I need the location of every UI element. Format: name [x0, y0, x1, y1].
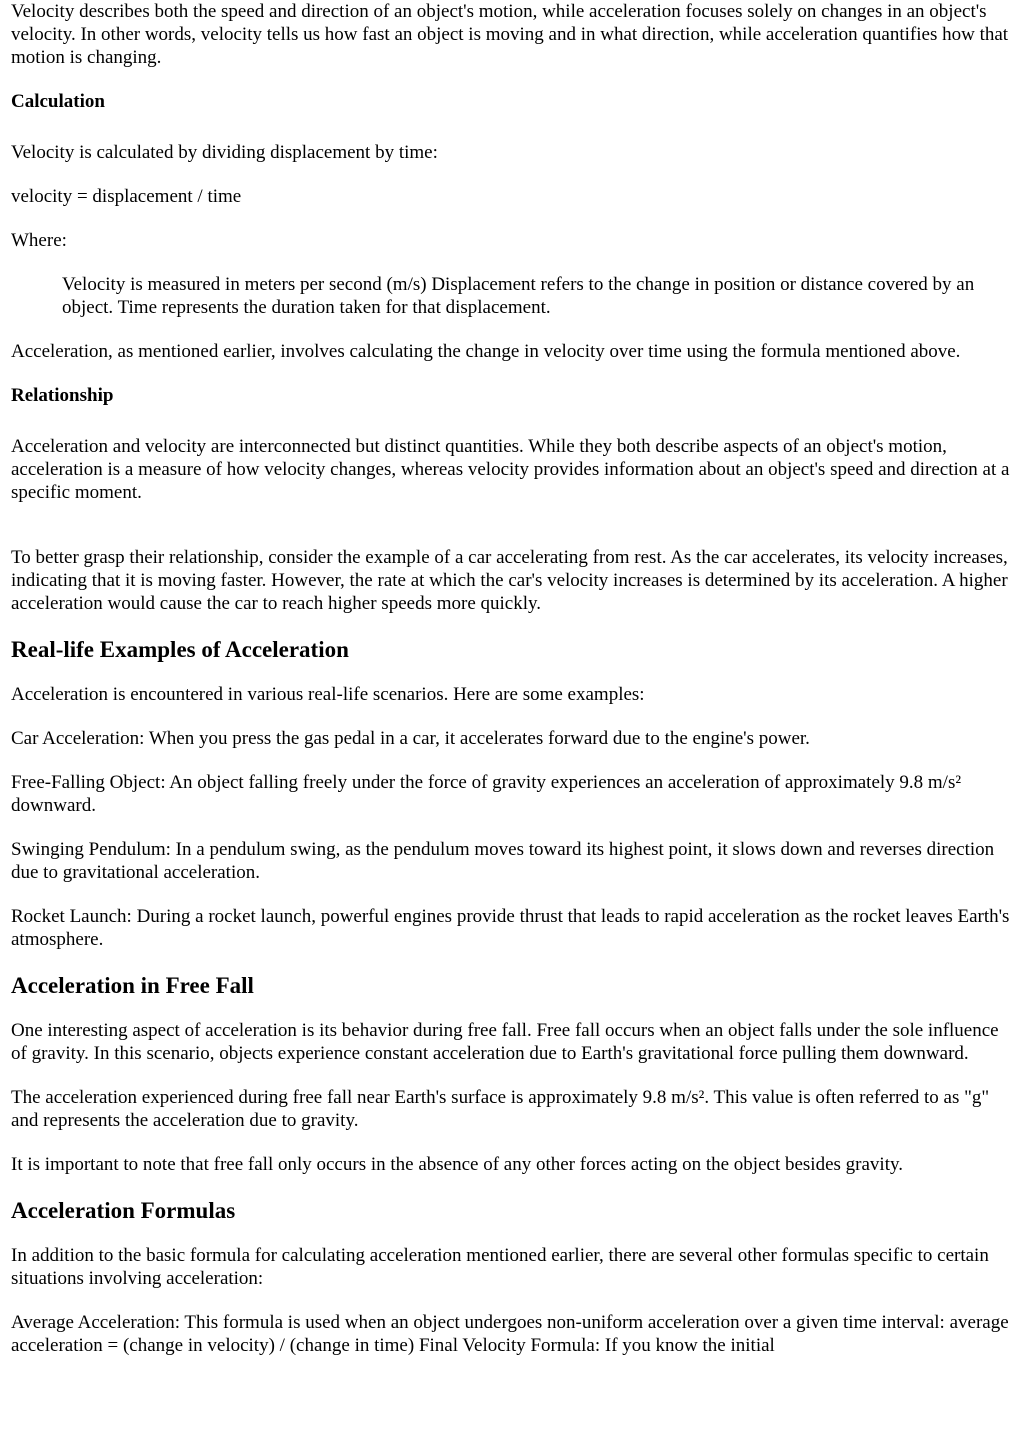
calculation-paragraph: Velocity is calculated by dividing displacement by time:: [11, 142, 438, 163]
intro-paragraph: Velocity describes both the speed and direction of an object's motion, while acceleration focuses solely on changes in an object's velocity. In other words, velocity tells us how fast an object is moving and in what direction, while acceleration quantifies how that motion is changing.: [11, 1, 1009, 68]
example-item: Swinging Pendulum: In a pendulum swing, as the pendulum moves toward its highest point, it slows down and reverses direction due to gravitational acceleration.: [11, 839, 995, 883]
formulas-paragraph-1: In addition to the basic formula for calculating acceleration mentioned earlier, there are several other formulas specific to certain situations involving acceleration:: [11, 1245, 989, 1289]
acceleration-calculation-paragraph: Acceleration, as mentioned earlier, involves calculating the change in velocity over time using the formula mentioned above.: [11, 341, 961, 362]
formulas-paragraph-2: Average Acceleration: This formula is used when an object undergoes non-uniform acceleration over a given time interval: average acceleration = (change in velocity) / (change in time) Final Velocity Formula: If you know the initial: [11, 1312, 1009, 1356]
example-item: Free-Falling Object: An object falling freely under the force of gravity experiences an acceleration of approximately 9.8 m/s² downward.: [11, 772, 962, 816]
relationship-paragraph-1: Acceleration and velocity are interconnected but distinct quantities. While they both describe aspects of an object's motion, acceleration is a measure of how velocity changes, whereas velocity provides information about an object's speed and direction at a specific moment.: [11, 436, 1010, 503]
velocity-formula: velocity = displacement / time: [11, 186, 242, 207]
examples-intro: Acceleration is encountered in various real-life scenarios. Here are some examples:: [11, 684, 645, 705]
example-item: Rocket Launch: During a rocket launch, powerful engines provide thrust that leads to rapid acceleration as the rocket leaves Earth's atmosphere.: [11, 906, 1010, 950]
relationship-paragraph-2: To better grasp their relationship, consider the example of a car accelerating from rest. As the car accelerates, its velocity increases, indicating that it is moving faster. However, the rate at which the car's velocity increases is determined by its acceleration. A higher acceleration would cause the car to reach higher speeds more quickly.: [11, 547, 1008, 614]
freefall-paragraph-2: The acceleration experienced during free fall near Earth's surface is approximately 9.8 m/s². This value is often referred to as "g" and represents the acceleration due to gravity.: [11, 1087, 990, 1131]
freefall-heading: Acceleration in Free Fall: [11, 973, 254, 998]
freefall-paragraph-3: It is important to note that free fall only occurs in the absence of any other forces acting on the object besides gravity.: [11, 1154, 903, 1175]
relationship-heading: Relationship: [11, 385, 114, 406]
examples-heading: Real-life Examples of Acceleration: [11, 637, 349, 662]
where-label: Where:: [11, 230, 67, 251]
definitions-blockquote: Velocity is measured in meters per second (m/s) Displacement refers to the change in position or distance covered by an object. Time represents the duration taken for that displacement.: [62, 274, 975, 318]
freefall-paragraph-1: One interesting aspect of acceleration is its behavior during free fall. Free fall occurs when an object falls under the sole influence of gravity. In this scenario, objects experience constant acceleration due to Earth's gravitational force pulling them downward.: [11, 1020, 999, 1064]
example-item: Car Acceleration: When you press the gas pedal in a car, it accelerates forward due to the engine's power.: [11, 728, 810, 749]
calculation-heading: Calculation: [11, 91, 105, 112]
formulas-heading: Acceleration Formulas: [11, 1198, 236, 1223]
